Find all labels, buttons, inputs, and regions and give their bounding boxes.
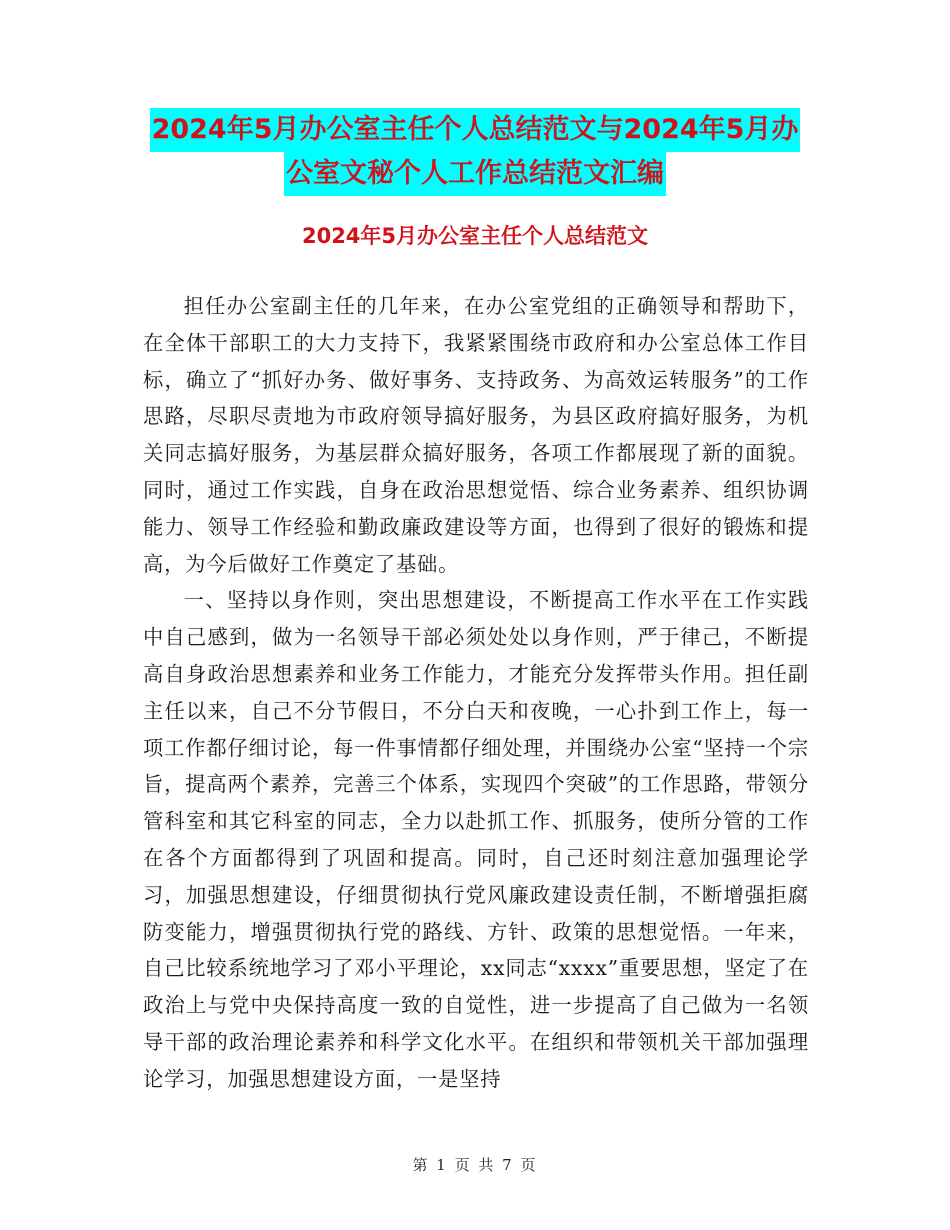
document-title [0,108,950,196]
page-number-footer: 第 1 页 共 7 页 [412,1156,538,1174]
document-title-line-1: 2024年5月办公室主任个人总结范文与2024年5月办 [150,108,801,152]
section-title: 2024年5月办公室主任个人总结范文 [301,224,649,248]
paragraph-1: 担任办公室副主任的几年来，在办公室党组的正确领导和帮助下，在全体干部职工的大力支持下，我紧紧围绕市政府和办公室总体工作目标，确立了“抓好办务、做好事务、支持政务、为高效运转服务”的工作思路，尽职尽责地为市政府领导搞好服务，为县区政府搞好服务，为机关同志搞好服务，为基层群众搞好服务，各项工作都展现了新的面貌。同时，通过工作实践，自身在政治思想觉悟、综合业务素养、组织协调能力、领导工作经验和勤政廉政建设等方面，也得到了很好的锻炼和提高，为今后做好工作奠定了基础。 [143,294,809,576]
document-title-line-2: 公室文秘个人工作总结范文汇编 [284,152,666,196]
paragraph-2: 一、坚持以身作则，突出思想建设，不断提高工作水平在工作实践中自己感到，做为一名领导干部必须处处以身作则，严于律己，不断提高自身政治思想素养和业务工作能力，才能充分发挥带头作用。担任副主任以来，自己不分节假日，不分白天和夜晚，一心扑到工作上，每一项工作都仔细讨论，每一件事情都仔细处理，并围绕办公室“坚持一个宗旨，提高两个素养，完善三个体系，实现四个突破”的工作思路，带领分管科室和其它科室的同志，全力以赴抓工作、抓服务，使所分管的工作在各个方面都得到了巩固和提高。同时，自己还时刻注意加强理论学习，加强思想建设，仔细贯彻执行党风廉政建设责任制，不断增强拒腐防变能力，增强贯彻执行党的路线、方针、政策的思想觉悟。一年来，自己比较系统地学习了邓小平理论，xx同志“xxxx”重要思想，坚定了在政治上与党中央保持高度一致的自觉性，进一步提高了自己做为一名领导干部的政治理论素养和科学文化水平。在组织和带领机关干部加强理论学习，加强思想建设方面，一是坚持 [143,588,809,1091]
document-body [143,288,809,1098]
